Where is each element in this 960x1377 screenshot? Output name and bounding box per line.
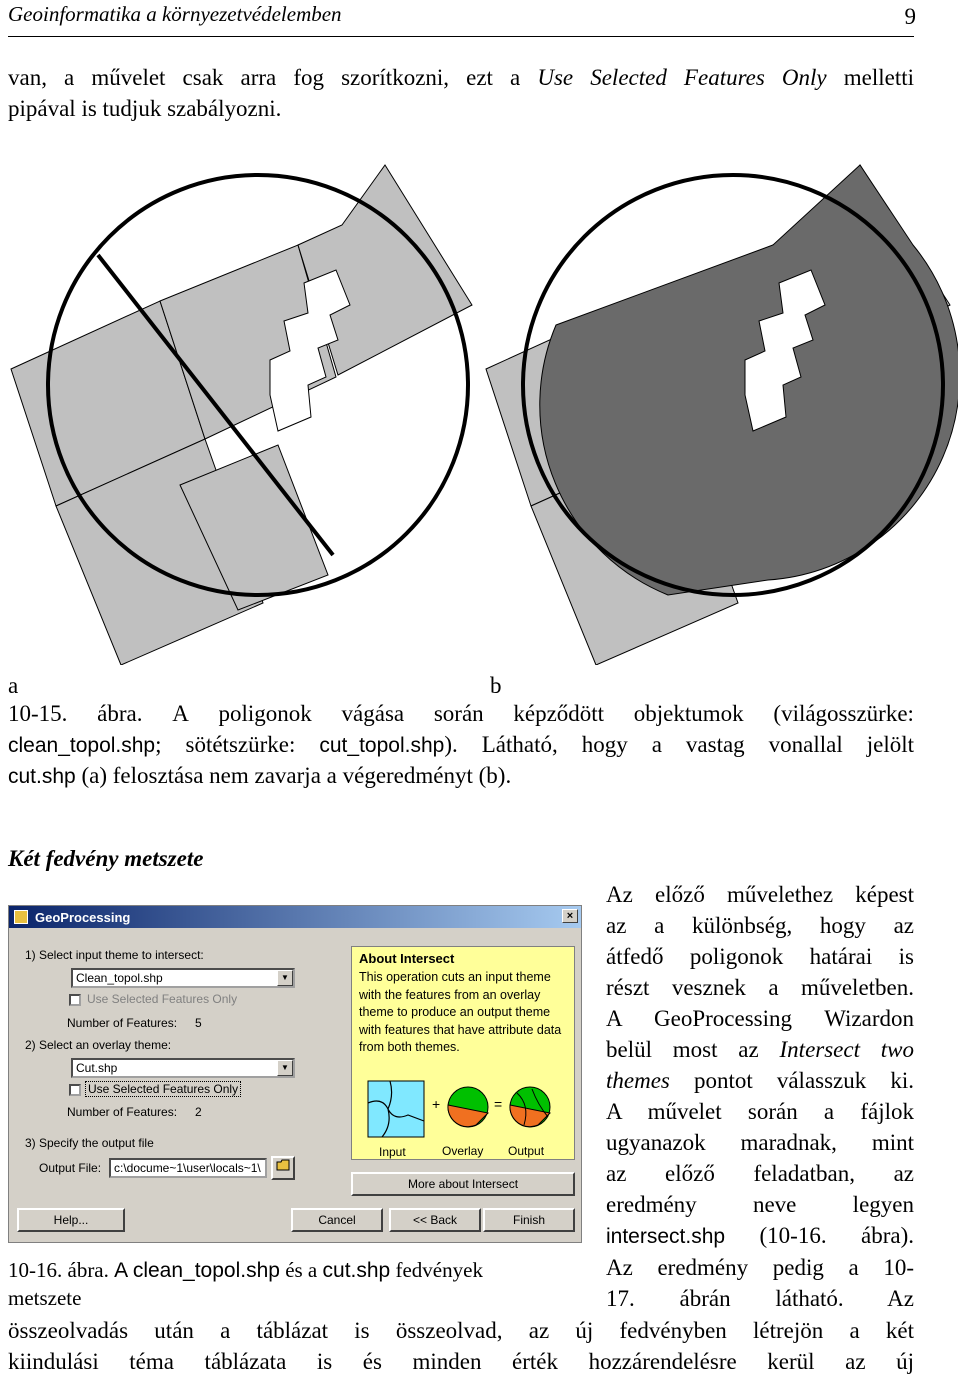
filename-cut: cut.shp [8,765,76,788]
chevron-down-icon[interactable]: ▼ [277,970,293,986]
step2-label: 2) Select an overlay theme: [25,1038,172,1052]
text-line: az előző feladatban, az [606,1161,914,1186]
text-line: ugyanazok maradnak, mint [606,1130,914,1155]
caption-word: 10-15. [8,701,68,726]
right-column-text [606,879,914,1314]
feature-count-value-1: 5 [195,1016,202,1030]
more-about-intersect-button[interactable]: More about Intersect [351,1172,575,1196]
cancel-button[interactable]: Cancel [291,1208,383,1232]
caption-word: (világosszürke: [773,701,914,726]
caption-text: ). Látható, hogy a vastag vonallal jelölt [444,732,915,757]
feature-count-label-1: Number of Features: [67,1016,178,1030]
overlay-theme-value: Cut.shp [76,1061,118,1075]
app-icon [14,910,28,924]
figure-16-caption-line-2: metszete [8,1286,82,1310]
close-button[interactable]: × [562,909,578,923]
text-emphasis: Intersect two [779,1037,915,1062]
diagram-overlay-label: Overlay [442,1144,484,1158]
output-file-value: c:\docume~1\user\locals~1\ [114,1161,261,1175]
text-run: (10-16. ábra). [725,1223,914,1248]
caption-filename: A clean_topol.shp [114,1259,280,1282]
figure-16-caption [8,1256,483,1285]
filename-cut-topol: cut_topol.shp [319,734,445,757]
caption-word: során [433,701,484,726]
feature-count-value-2: 2 [195,1105,202,1119]
text-run: pontot válasszuk ki. [669,1068,914,1093]
figure-10-15 [8,155,958,665]
caption-text: 10-16. ábra. [8,1258,115,1282]
filename-clean-topol: clean_topol.shp [8,734,156,757]
intro-line-1 [8,62,914,93]
text-line [606,1034,914,1065]
dialog-titlebar [9,906,581,928]
text-line: átfedő poligonok határai is [606,944,914,969]
figure-15-caption-line-3 [8,760,511,792]
step3-label: 3) Specify the output file [25,1136,154,1150]
caption-word: vágása [341,701,405,726]
overlay-theme-select[interactable] [71,1058,295,1078]
input-theme-select[interactable] [71,968,295,988]
diagram-output-label: Output [508,1144,545,1158]
help-button[interactable]: Help... [17,1208,125,1232]
figure-label-a: a [8,673,19,698]
text-line: A GeoProcessing Wizardon [606,1006,914,1031]
caption-text: ; sötétszürke: [155,732,320,757]
use-selected-checkbox-2[interactable] [69,1084,81,1096]
text-line: Az eredmény pedig a 10- [606,1255,914,1280]
caption-word: A [172,701,189,726]
feature-count-label-2: Number of Features: [67,1105,178,1119]
text-line [606,1220,914,1252]
text-line: az a különbség, hogy az [606,913,914,938]
caption-text: és a [279,1258,323,1282]
plus-icon: + [432,1096,441,1112]
geoprocessing-dialog [8,905,582,1243]
chevron-down-icon[interactable]: ▼ [277,1060,293,1076]
figure-15-caption-line-2 [8,729,914,761]
browse-folder-icon[interactable] [271,1156,295,1180]
use-selected-checkbox-1[interactable] [69,994,81,1006]
text-line: A művelet során a fájlok [606,1099,914,1124]
text-line: Az előző művelethez képest [606,882,914,907]
caption-word: objektumok [633,701,744,726]
about-title: About Intersect [359,951,455,966]
map-panel-b [486,165,958,665]
about-text: This operation cuts an input theme with the features from an overlay theme to produce an output theme with features that have attribute data from both themes. [359,970,562,1054]
text-line: eredmény neve legyen [606,1192,914,1217]
filename-intersect: intersect.shp [606,1225,726,1248]
finish-button[interactable]: Finish [483,1208,575,1232]
text-line: részt vesznek a műveletben. [606,975,914,1000]
intro-emphasis: Use Selected Features Only [537,65,827,90]
map-panel-a [11,165,472,665]
output-file-input[interactable] [109,1158,267,1178]
caption-word: poligonok [218,701,312,726]
text-line [606,1065,914,1096]
caption-word: ábra. [97,701,143,726]
dialog-title: GeoProcessing [35,910,131,925]
caption-filename: cut.shp [322,1259,391,1282]
section-heading: Két fedvény metszete [8,846,204,871]
bottom-line-1: összeolvadás után a táblázat is összeolvad, az új fedvényben létrejön a két [8,1318,914,1343]
caption-text: (a) felosztása nem zavarja a végeredményt (b). [75,763,512,788]
step1-label: 1) Select input theme to intersect: [25,948,204,962]
running-header: Geoinformatika a környezetvédelemben [8,2,342,26]
intro-text: van, a művelet csak arra fog szorítkozni, ezt a [8,65,538,90]
caption-word: képződött [513,701,605,726]
figure-label-b: b [490,673,502,698]
text-line: 17. ábrán látható. Az [606,1286,914,1311]
header-rule [8,36,914,37]
input-theme-value: Clean_topol.shp [76,971,163,985]
about-intersect-panel [351,946,575,1160]
folder-icon [276,1159,290,1171]
back-button[interactable]: << Back [389,1208,481,1232]
use-selected-label-1: Use Selected Features Only [87,992,238,1006]
output-file-label: Output File: [39,1161,102,1175]
text-run: belül most az [606,1037,780,1062]
intro-line-2: pipával is tudjuk szabályozni. [8,96,282,121]
use-selected-label-2: Use Selected Features Only [85,1081,241,1097]
bottom-line-2: kiindulási téma táblázata is és minden érték hozzárendelésre kerül az új [8,1349,914,1374]
text-emphasis: themes [606,1068,670,1093]
input-polygon-icon [368,1081,424,1137]
diagram-input-label: Input [379,1145,406,1159]
caption-text: fedvények [390,1258,483,1282]
page-number: 9 [904,4,916,29]
equals-icon: = [494,1096,503,1112]
intro-text-end: melletti [826,65,915,90]
figure-15-caption-line-1 [8,698,914,729]
